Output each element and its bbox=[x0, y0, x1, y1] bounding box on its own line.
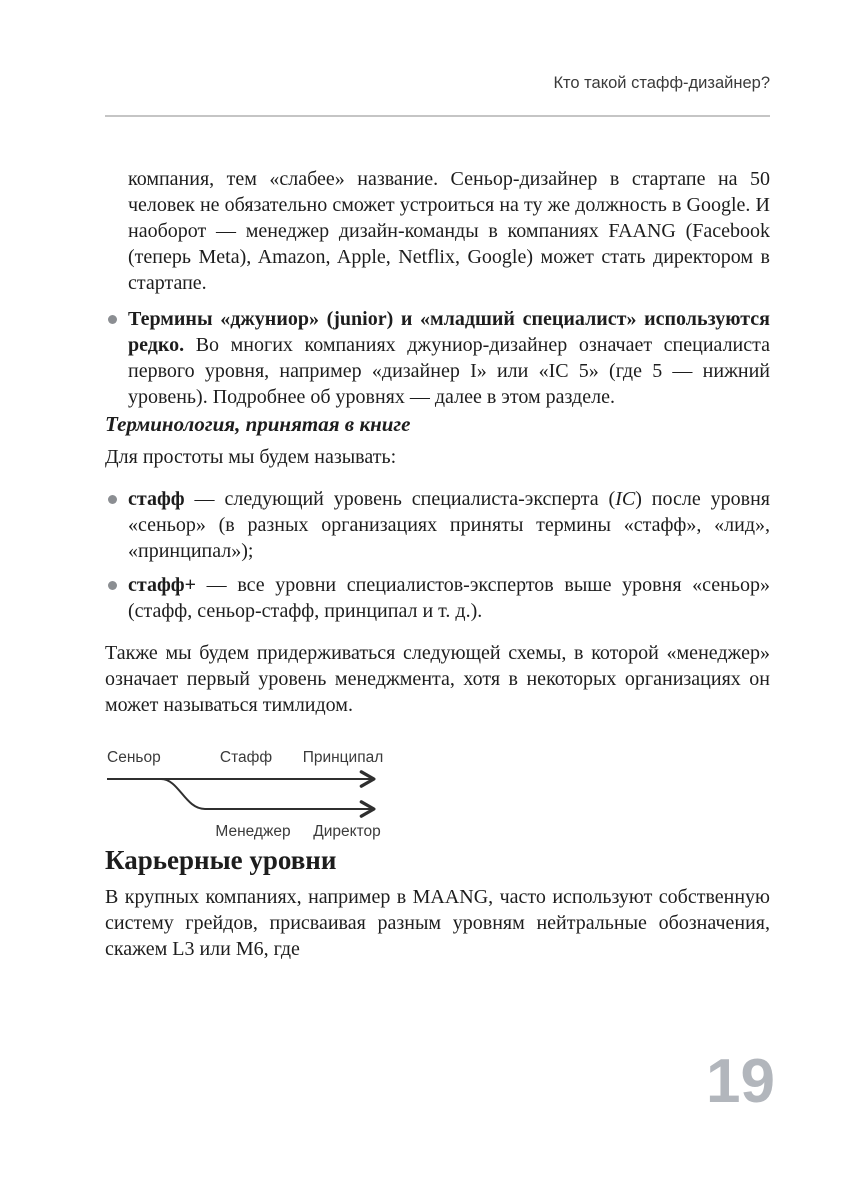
paragraph-intro: Для простоты мы будем называть: bbox=[105, 446, 397, 468]
diagram-label-director: Директор bbox=[313, 823, 381, 840]
list-item-staff-plus bbox=[105, 572, 770, 624]
management-track-arrow bbox=[161, 779, 373, 809]
diagram-label-manager: Менеджер bbox=[215, 823, 291, 840]
section-heading-career-levels: Карьерные уровни bbox=[105, 845, 337, 875]
page-number: 19 bbox=[706, 1047, 775, 1116]
bullet-icon bbox=[108, 495, 117, 504]
paragraph-career-levels: В крупных компаниях, например в MAANG, часто используют собственную систему грейдов, присваивая разным уровням нейтральные обозначения, скажем L3 или M6, где bbox=[105, 886, 770, 960]
list-item-text: стафф+ — все уровни специалистов-экспертов выше уровня «сеньор» (стафф, сеньор-стафф, принципал и т. д.). bbox=[128, 574, 770, 622]
diagram-label-staff: Стафф bbox=[219, 749, 273, 766]
diagram-label-senior: Сеньор bbox=[107, 749, 161, 766]
list-item-junior bbox=[105, 306, 770, 410]
career-path-diagram bbox=[105, 746, 395, 842]
list-item-text: Термины «джуниор» (junior) и «младший специалист» используются редко. Во многих компаниях джуниор-дизайнер означает специалиста первого уровня, например «дизайнер I» или «IC 5» (где 5 — нижний уровень). Подробнее об уровнях — далее в этом разделе. bbox=[128, 308, 770, 408]
list-item-staff bbox=[105, 486, 770, 564]
paragraph-continuation: компания, тем «слабее» название. Сеньор-дизайнер в стартапе на 50 человек не обязательно сможет устроиться на ту же должность в Google. И наоборот — менеджер дизайн-команды в компаниях FAANG (Facebook (теперь Meta), Amazon, Apple, Netflix, Google) может стать директором в стартапе. bbox=[128, 168, 770, 294]
header-rule bbox=[105, 115, 770, 117]
list-item-text: стафф — следующий уровень специалиста-эксперта (IC) после уровня «сеньор» (в разных организациях приняты термины «стафф», «лид», «принципал»); bbox=[128, 488, 770, 562]
diagram-label-principal: Принципал bbox=[302, 749, 384, 766]
subsection-heading-terminology: Терминология, принятая в книге bbox=[105, 412, 411, 436]
running-header: Кто такой стафф-дизайнер? bbox=[553, 74, 770, 92]
paragraph-scheme: Также мы будем придерживаться следующей схемы, в которой «менеджер» означает первый уровень менеджмента, хотя в некоторых организациях он может называться тимлидом. bbox=[105, 642, 770, 716]
bullet-icon bbox=[108, 581, 117, 590]
bullet-icon bbox=[108, 315, 117, 324]
